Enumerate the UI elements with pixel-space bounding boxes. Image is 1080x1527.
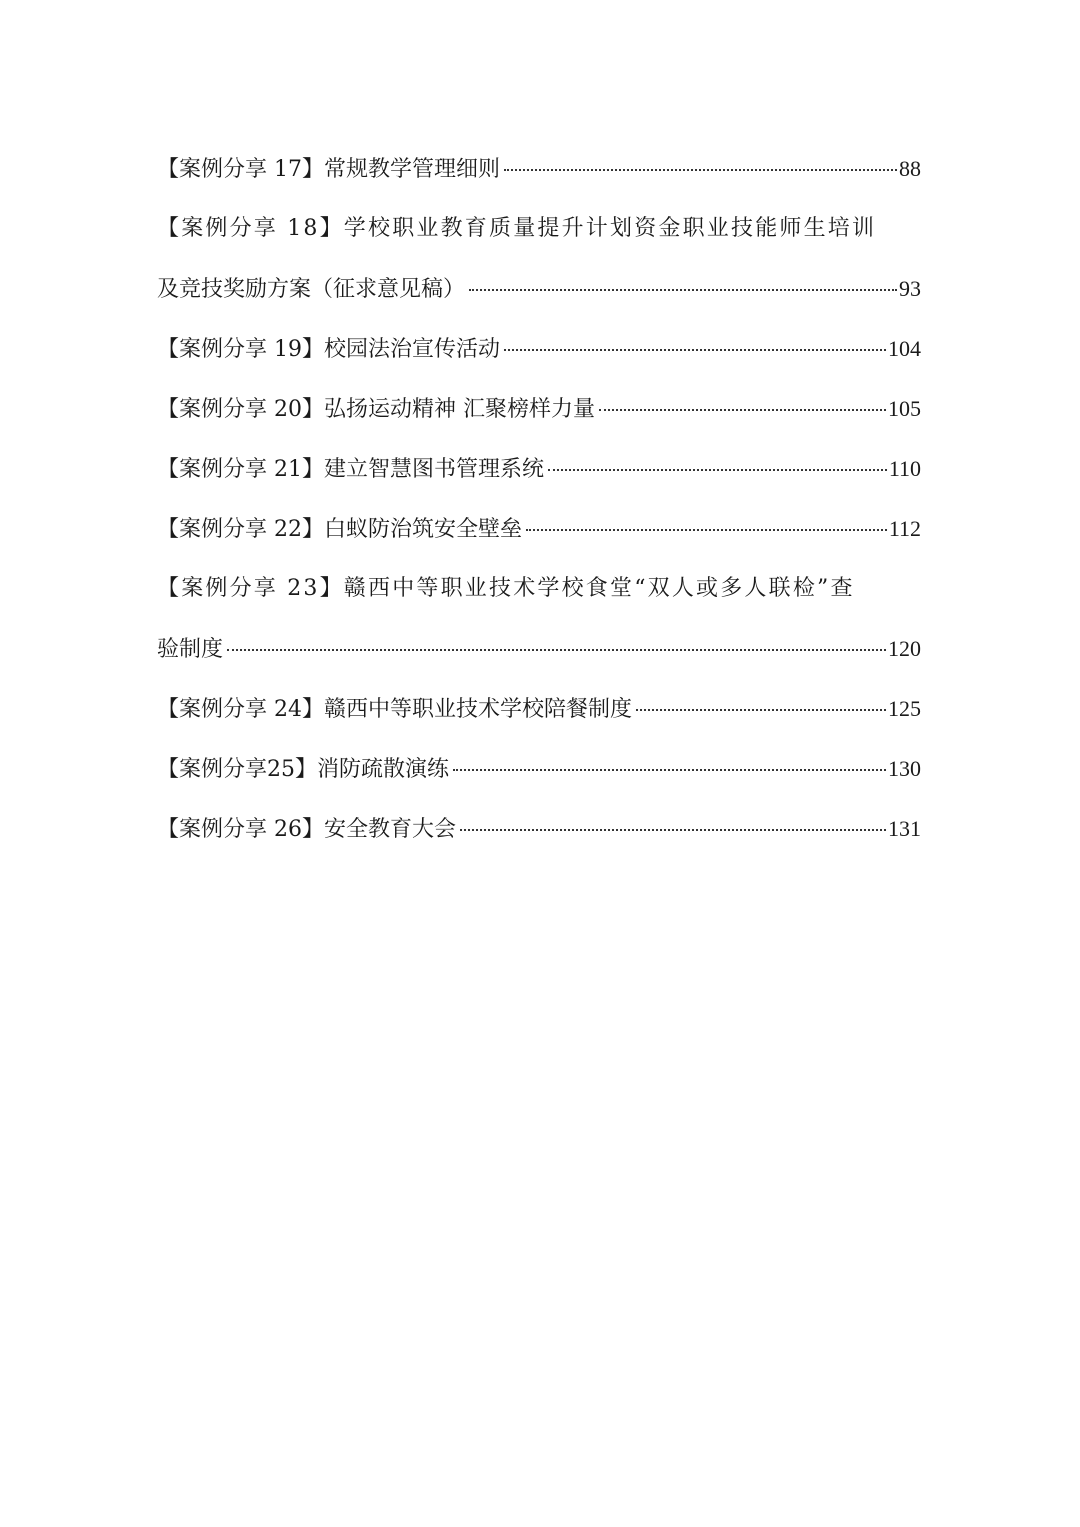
dot-leader bbox=[469, 289, 897, 291]
dot-leader bbox=[599, 409, 886, 411]
toc-entry-line bbox=[157, 679, 921, 739]
toc-entry-title: 及竞技奖励方案（征求意见稿） bbox=[157, 277, 466, 302]
toc-entry-page: 110 bbox=[888, 456, 921, 481]
toc-entry-title: 【案例分享 21】建立智慧图书管理系统 bbox=[157, 457, 544, 482]
toc-entry-title: 【案例分享 17】常规教学管理细则 bbox=[157, 157, 500, 182]
toc-entry[interactable] bbox=[157, 799, 921, 859]
toc-entry-page: 93 bbox=[899, 276, 921, 301]
toc-entry-title: 【案例分享 24】赣西中等职业技术学校陪餐制度 bbox=[157, 697, 632, 722]
toc-entry-line bbox=[157, 319, 921, 379]
toc-entry-page: 88 bbox=[899, 156, 921, 181]
toc-entry-line bbox=[157, 259, 921, 319]
toc-entry-line bbox=[157, 439, 921, 499]
toc-entry-title: 【案例分享 20】弘扬运动精神 汇聚榜样力量 bbox=[157, 397, 595, 422]
toc-entry-line bbox=[157, 379, 921, 439]
toc-entry[interactable] bbox=[157, 499, 921, 559]
toc-entry[interactable] bbox=[157, 379, 921, 439]
dot-leader bbox=[548, 469, 887, 471]
toc-entry-title-first-line: 【案例分享 23】赣西中等职业技术学校食堂“双人或多人联检”查 bbox=[157, 576, 855, 601]
toc-entry-page: 120 bbox=[888, 636, 921, 661]
toc-entry-title: 【案例分享 19】校园法治宣传活动 bbox=[157, 337, 500, 362]
toc-entry[interactable] bbox=[157, 199, 921, 319]
toc-entry-title: 【案例分享25】消防疏散演练 bbox=[157, 757, 449, 782]
toc-entry[interactable] bbox=[157, 739, 921, 799]
dot-leader bbox=[504, 169, 897, 171]
toc-entry-page: 131 bbox=[888, 816, 921, 841]
dot-leader bbox=[636, 709, 886, 711]
toc-entry-title: 验制度 bbox=[157, 637, 224, 662]
table-of-contents bbox=[157, 139, 921, 859]
toc-entry-page: 104 bbox=[888, 336, 921, 361]
toc-entry-first-line bbox=[157, 199, 921, 259]
toc-entry-line bbox=[157, 619, 921, 679]
toc-entry-line bbox=[157, 799, 921, 859]
toc-entry-title: 【案例分享 26】安全教育大会 bbox=[157, 817, 456, 842]
toc-entry-title: 【案例分享 22】白蚁防治筑安全壁垒 bbox=[157, 517, 522, 542]
dot-leader bbox=[504, 349, 886, 351]
toc-entry[interactable] bbox=[157, 559, 921, 679]
toc-entry[interactable] bbox=[157, 439, 921, 499]
toc-entry-page: 112 bbox=[888, 516, 921, 541]
dot-leader bbox=[227, 649, 886, 651]
toc-entry[interactable] bbox=[157, 139, 921, 199]
toc-entry[interactable] bbox=[157, 679, 921, 739]
dot-leader bbox=[526, 529, 887, 531]
dot-leader bbox=[453, 769, 886, 771]
dot-leader bbox=[460, 829, 886, 831]
toc-entry-page: 130 bbox=[888, 756, 921, 781]
toc-entry-page: 125 bbox=[888, 696, 921, 721]
toc-entry-line bbox=[157, 139, 921, 199]
toc-entry-page: 105 bbox=[888, 396, 921, 421]
toc-entry-title-first-line: 【案例分享 18】学校职业教育质量提升计划资金职业技能师生培训 bbox=[157, 216, 877, 241]
toc-entry[interactable] bbox=[157, 319, 921, 379]
toc-entry-line bbox=[157, 499, 921, 559]
toc-entry-line bbox=[157, 739, 921, 799]
toc-entry-first-line bbox=[157, 559, 921, 619]
